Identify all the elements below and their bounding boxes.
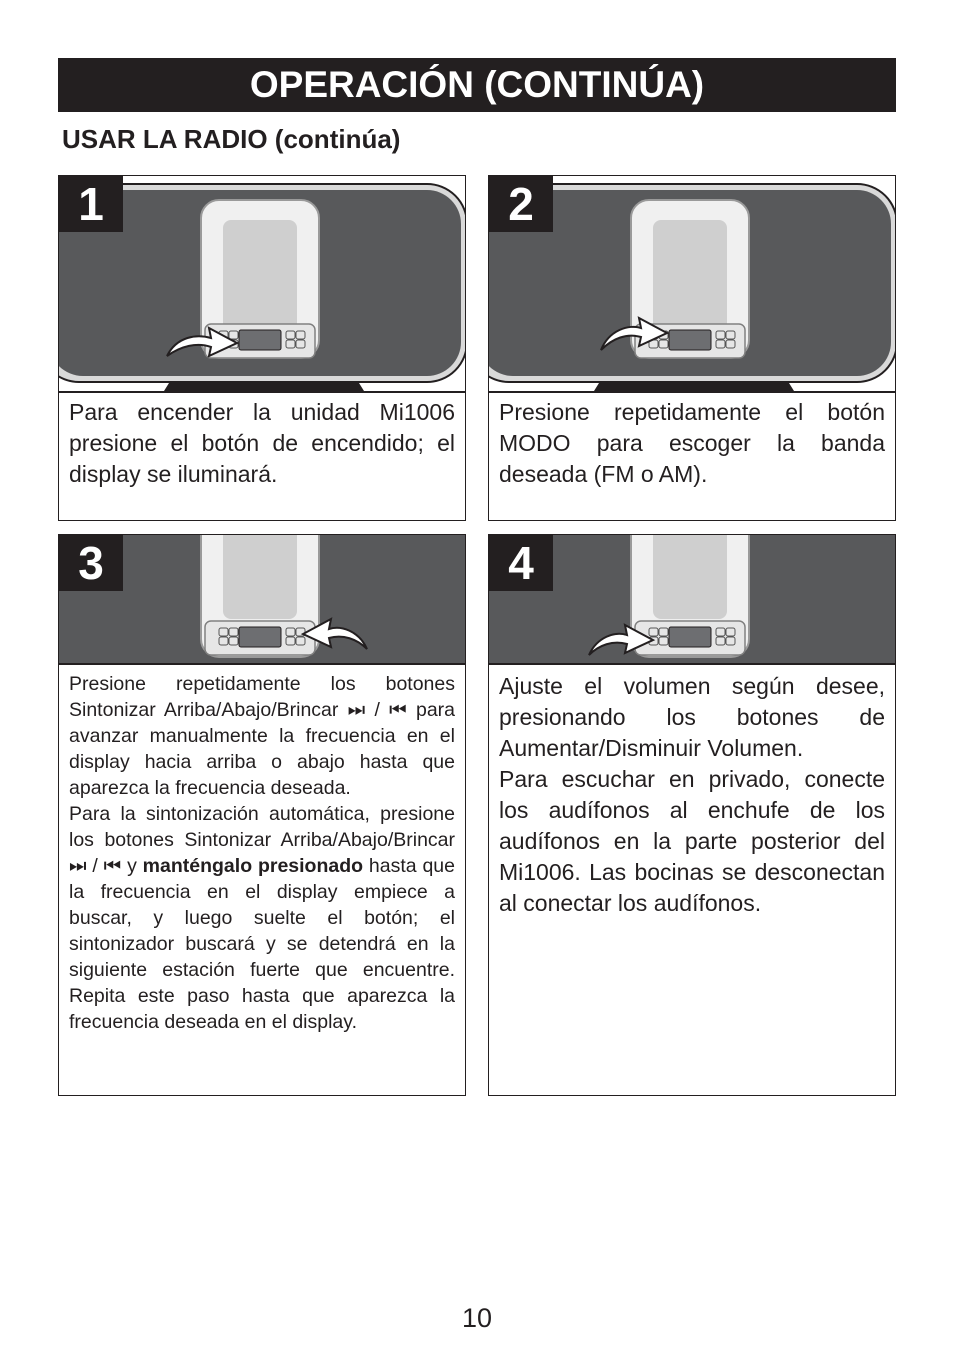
- step-text: [499, 671, 885, 919]
- emphasis-text: manténgalo presionado: [142, 855, 364, 877]
- step-panel-4: [488, 534, 896, 1096]
- step-text: [69, 671, 455, 1035]
- step-paragraph: Ajuste el volumen según desee, presionando los botones de Aumentar/Disminuir Volumen.: [499, 673, 885, 761]
- step-panel-1: [58, 175, 466, 521]
- page-number: 10: [461, 1303, 493, 1333]
- section-banner: OPERACIÓN (CONTINÚA): [58, 58, 896, 112]
- step-text: Para encender la unidad Mi1006 presione el botón de encendido; el display se iluminará.: [69, 399, 455, 487]
- step-number: 1: [59, 176, 123, 232]
- step-text: Presione repetidamente el botón MODO para escoger la banda deseada (FM o AM).: [499, 399, 885, 487]
- step-paragraph: Para escuchar en privado, conecte los audífonos al enchufe de los audífonos en la parte posterior del Mi1006. Las bocinas se desconectan al conectar los audífonos.: [499, 766, 885, 916]
- step-paragraph: Para la sintonización automática, presione los botones Sintonizar Arriba/Abajo/Brincar ⏭ / ⏮ y manténgalo presionado hasta que la frecuencia en el display empiece a buscar, y luego suelte el botón; el sintonizador buscará y se detendrá en la siguiente estación fuerte que encuentre. Repita este paso hasta que aparezca la frecuencia deseada en el display.: [69, 803, 455, 1033]
- page-subtitle: USAR LA RADIO (continúa): [62, 124, 401, 154]
- step-panel-2: [488, 175, 896, 521]
- step-paragraph: Presione repetidamente los botones Sintonizar Arriba/Abajo/Brincar ⏭ / ⏮ para avanzar manualmente la frecuencia en el display hacia arriba o abajo hasta que aparezca la frecuencia deseada.: [69, 673, 455, 799]
- step-number: 2: [489, 176, 553, 232]
- step-panel-3: [58, 534, 466, 1096]
- step-number: 3: [59, 535, 123, 591]
- step-number: 4: [489, 535, 553, 591]
